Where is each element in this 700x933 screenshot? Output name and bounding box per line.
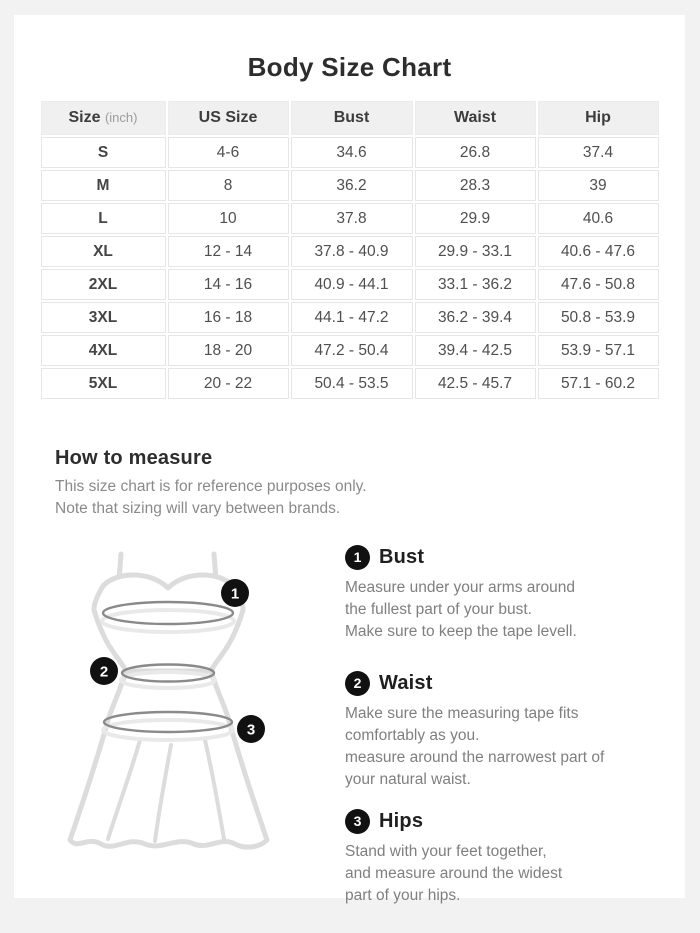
cell-waist: 33.1 - 36.2: [415, 269, 536, 300]
note-line: Note that sizing will vary between brands.: [55, 500, 341, 517]
measure-instructions: [345, 543, 675, 933]
cell-hip: 57.1 - 60.2: [538, 368, 659, 399]
size-chart-table: [39, 99, 661, 401]
cell-waist: 29.9: [415, 203, 536, 234]
waist-section-title: Waist: [379, 671, 433, 694]
cell-bust: 34.6: [291, 137, 413, 168]
size-chart-card: [14, 15, 685, 904]
cell-us: 18 - 20: [168, 335, 289, 366]
cell-bust: 50.4 - 53.5: [291, 368, 413, 399]
cell-bust: 37.8: [291, 203, 413, 234]
col-header-hip: Hip: [538, 101, 659, 135]
reference-note: [55, 476, 367, 520]
cell-hip: 37.4: [538, 137, 659, 168]
instruction-line: Make sure the measuring tape fits: [345, 705, 579, 722]
instruction-line: your natural waist.: [345, 771, 471, 788]
instruction-line: Measure under your arms around: [345, 579, 576, 596]
cell-size: S: [41, 137, 166, 168]
cell-size: 3XL: [41, 302, 166, 333]
col-header-us-size: US Size: [168, 101, 289, 135]
cell-us: 8: [168, 170, 289, 201]
cell-waist: 36.2 - 39.4: [415, 302, 536, 333]
cell-hip: 40.6: [538, 203, 659, 234]
cell-size: L: [41, 203, 166, 234]
table-header-row: [41, 101, 659, 135]
table-row: [41, 269, 659, 300]
hips-badge-number: 3: [246, 721, 256, 739]
col-header-size: Size (inch): [41, 101, 166, 135]
cell-us: 10: [168, 203, 289, 234]
instruction-line: comfortably as you.: [345, 727, 480, 744]
cell-us: 4-6: [168, 137, 289, 168]
cell-size: 2XL: [41, 269, 166, 300]
dress-diagram: [45, 540, 305, 885]
table-row: [41, 368, 659, 399]
waist-badge: 2: [345, 671, 370, 696]
dress-illustration: [45, 540, 305, 885]
cell-waist: 28.3: [415, 170, 536, 201]
cell-bust: 36.2: [291, 170, 413, 201]
instruction-line: measure around the narrowest part of: [345, 749, 605, 766]
table-row: [41, 203, 659, 234]
cell-waist: 39.4 - 42.5: [415, 335, 536, 366]
cell-size: 5XL: [41, 368, 166, 399]
page-title: Body Size Chart: [247, 52, 452, 82]
cell-hip: 39: [538, 170, 659, 201]
table-row: [41, 236, 659, 267]
cell-us: 14 - 16: [168, 269, 289, 300]
cell-waist: 26.8: [415, 137, 536, 168]
cell-bust: 47.2 - 50.4: [291, 335, 413, 366]
cell-bust: 44.1 - 47.2: [291, 302, 413, 333]
bust-badge: 1: [345, 545, 370, 570]
how-to-measure-heading: How to measure: [55, 447, 213, 469]
dress-skirt: [70, 717, 267, 847]
cell-hip: 53.9 - 57.1: [538, 335, 659, 366]
instruction-line: part of your hips.: [345, 887, 461, 904]
cell-hip: 47.6 - 50.8: [538, 269, 659, 300]
cell-waist: 29.9 - 33.1: [415, 236, 536, 267]
instruction-line: Stand with your feet together,: [345, 843, 547, 860]
cell-bust: 37.8 - 40.9: [291, 236, 413, 267]
cell-hip: 40.6 - 47.6: [538, 236, 659, 267]
table-row: [41, 137, 659, 168]
hips-section-title: Hips: [379, 809, 424, 832]
measure-section-bust: [345, 543, 675, 643]
cell-us: 16 - 18: [168, 302, 289, 333]
cell-waist: 42.5 - 45.7: [415, 368, 536, 399]
cell-bust: 40.9 - 44.1: [291, 269, 413, 300]
instruction-line: the fullest part of your bust.: [345, 601, 532, 618]
note-line: This size chart is for reference purposes only.: [55, 478, 367, 495]
cell-us: 20 - 22: [168, 368, 289, 399]
hips-badge: 3: [345, 809, 370, 834]
cell-hip: 50.8 - 53.9: [538, 302, 659, 333]
instruction-line: Make sure to keep the tape levell.: [345, 623, 577, 640]
instruction-line: and measure around the widest: [345, 865, 563, 882]
table-row: [41, 170, 659, 201]
bust-section-title: Bust: [379, 545, 425, 568]
table-row: [41, 335, 659, 366]
cell-size: M: [41, 170, 166, 201]
cell-size: 4XL: [41, 335, 166, 366]
bust-instructions: [345, 577, 675, 643]
table-row: [41, 302, 659, 333]
col-header-bust: Bust: [291, 101, 413, 135]
waist-instructions: [345, 703, 675, 791]
measure-section-waist: [345, 669, 675, 791]
cell-size: XL: [41, 236, 166, 267]
size-unit-note: (inch): [104, 110, 138, 125]
measure-section-hips: [345, 807, 675, 907]
cell-us: 12 - 14: [168, 236, 289, 267]
waist-badge-number: 2: [99, 663, 109, 681]
col-header-waist: Waist: [415, 101, 536, 135]
hips-instructions: [345, 841, 675, 907]
bust-badge-number: 1: [230, 585, 240, 603]
